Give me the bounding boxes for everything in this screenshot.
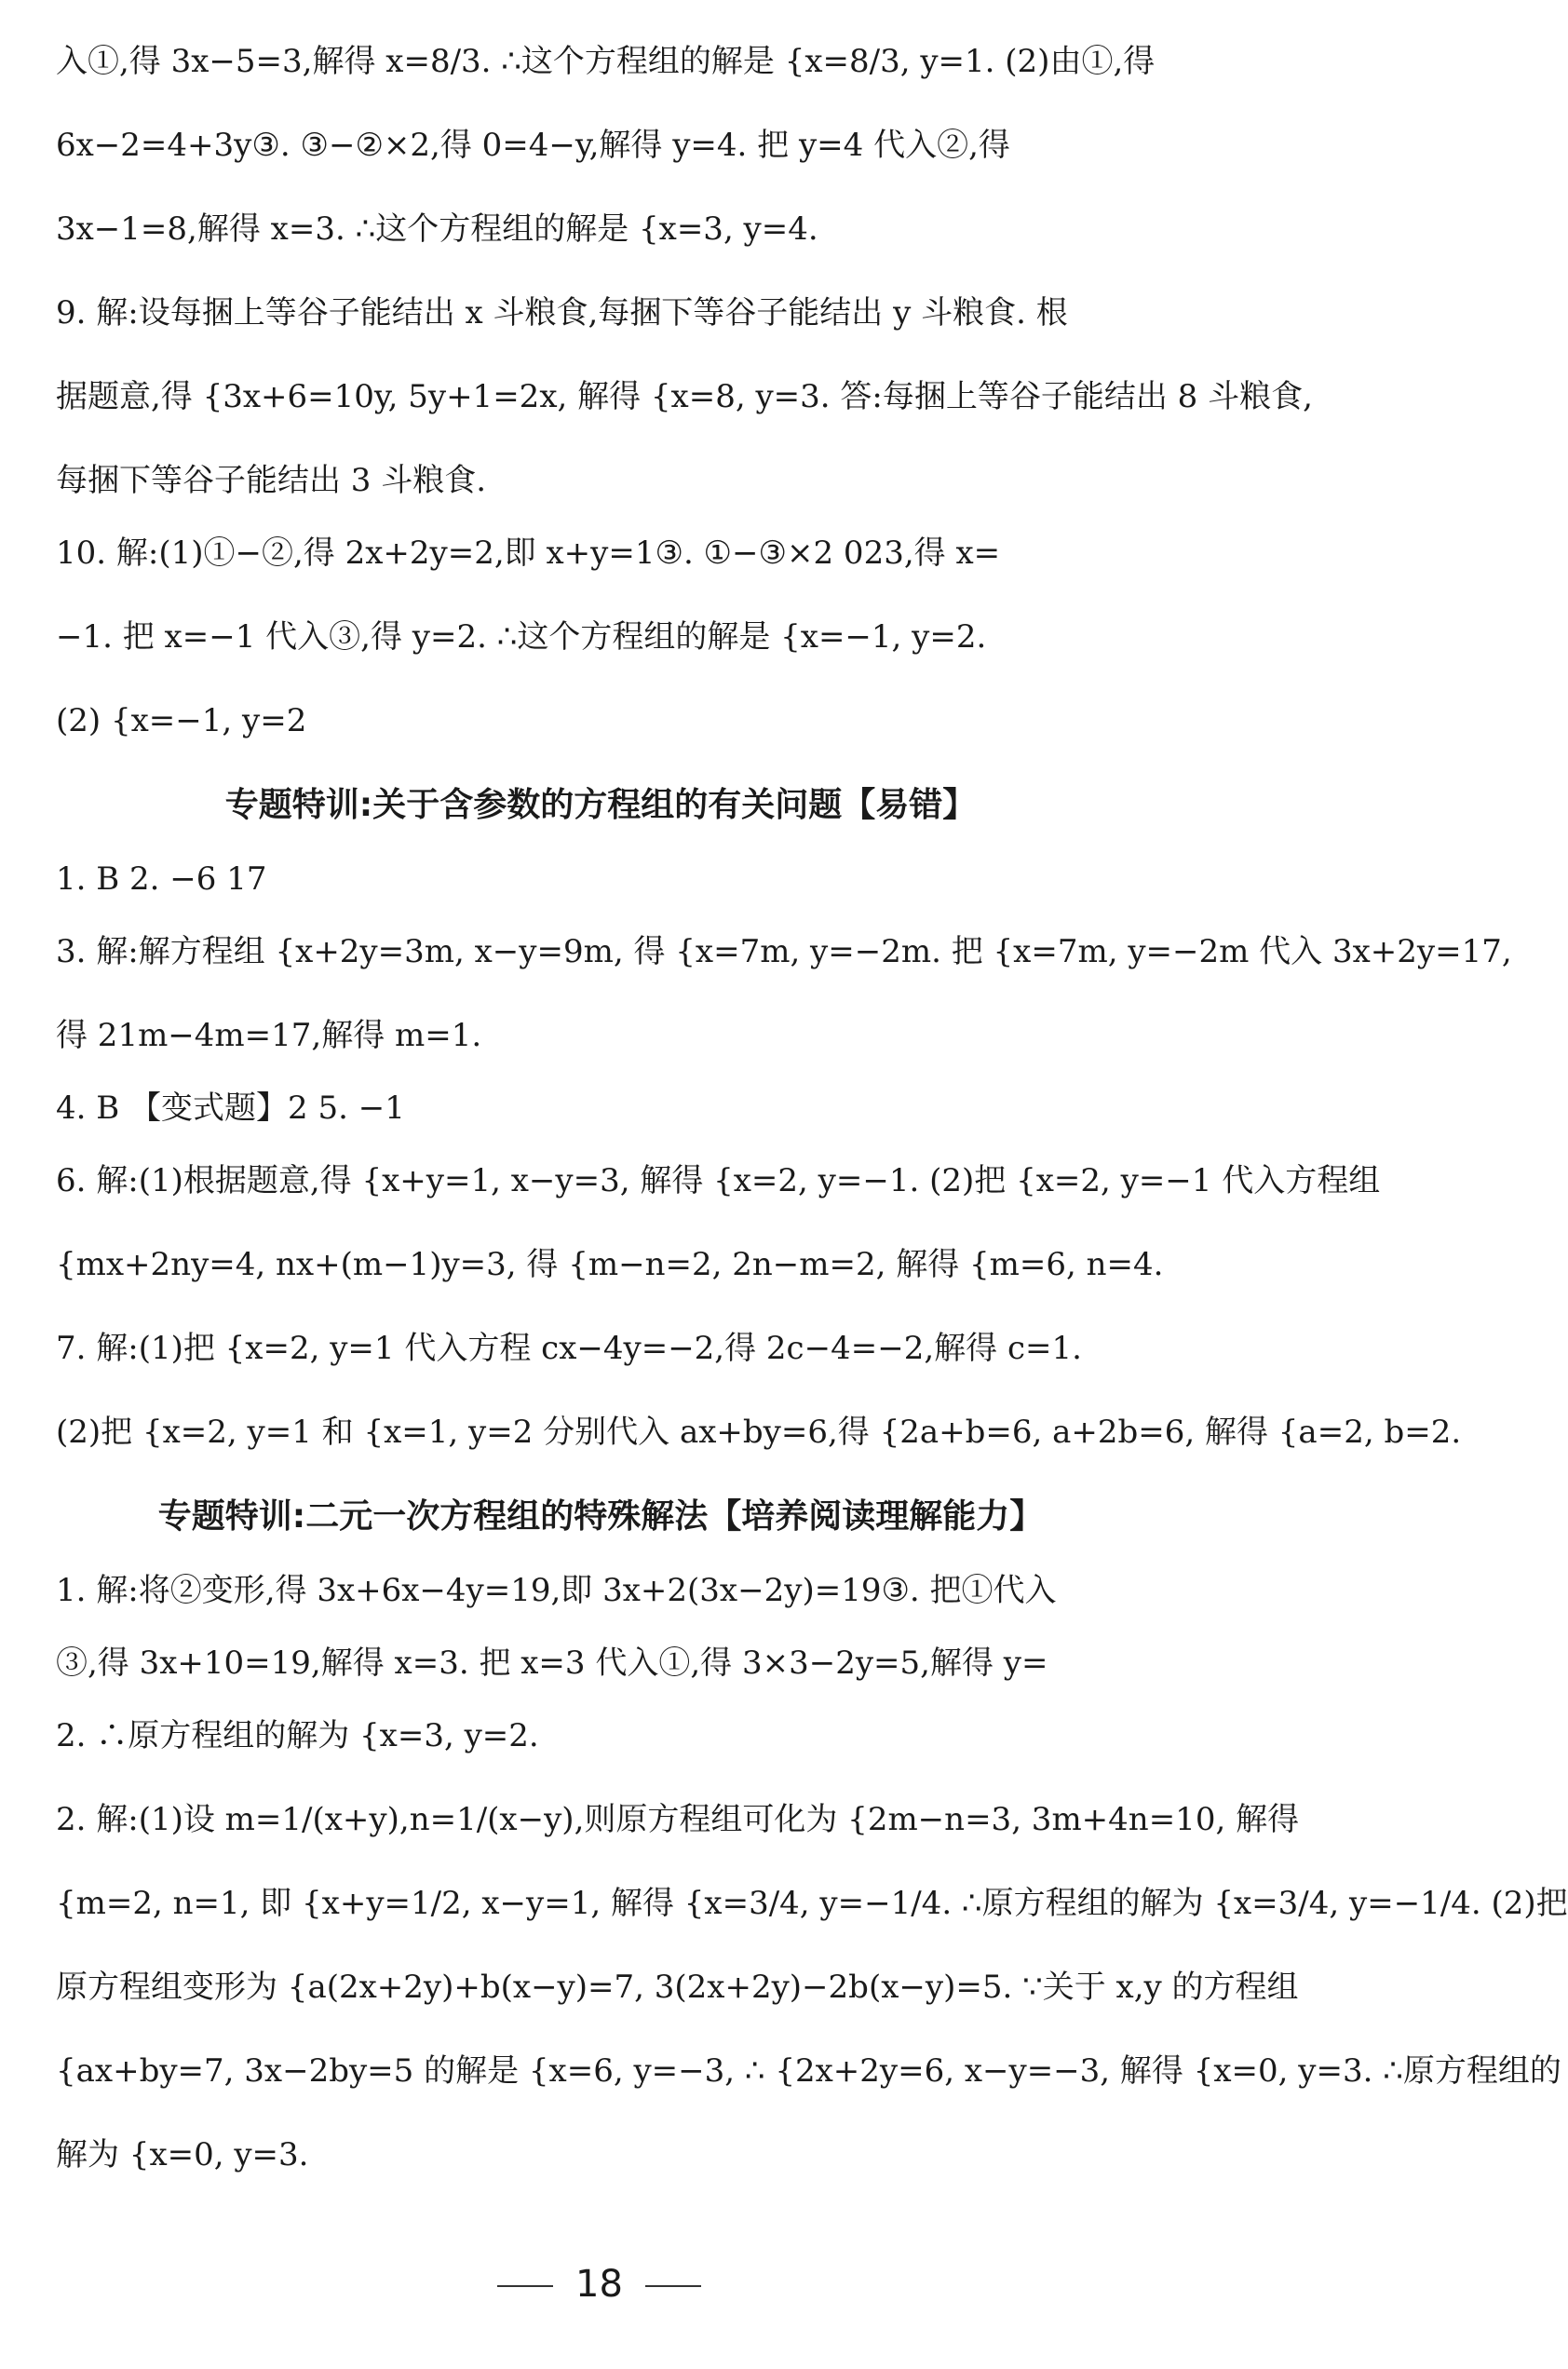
text-line: 据题意,得 {3x+6=10y, 5y+1=2x, 解得 {x=8, y=3. 答:每捆上等谷子能结出 8 斗粮食, <box>56 378 1313 415</box>
text-line: 入①,得 3x−5=3,解得 x=8/3. ∴这个方程组的解是 {x=8/3, y=1. (2)由①,得 <box>56 43 1156 80</box>
footer-rule <box>497 2285 553 2287</box>
text-line: 4. B 【变式题】2 5. −1 <box>56 1090 405 1127</box>
text-line: {ax+by=7, 3x−2by=5 的解是 {x=6, y=−3, ∴ {2x+2y=6, x−y=−3, 解得 {x=0, y=3. ∴原方程组的 <box>56 2052 1561 2090</box>
footer-rule <box>645 2285 701 2287</box>
page-footer <box>0 2263 1198 2306</box>
text-line: 1. B 2. −6 17 <box>56 860 267 898</box>
text-line: (2) {x=−1, y=2 <box>56 702 307 739</box>
text-line: (2)把 {x=2, y=1 和 {x=1, y=2 分别代入 ax+by=6,得 {2a+b=6, a+2b=6, 解得 {a=2, b=2. <box>56 1414 1462 1451</box>
text-line: 6. 解:(1)根据题意,得 {x+y=1, x−y=3, 解得 {x=2, y=−1. (2)把 {x=2, y=−1 代入方程组 <box>56 1162 1381 1199</box>
text-line: {mx+2ny=4, nx+(m−1)y=3, 得 {m−n=2, 2n−m=2, 解得 {m=6, n=4. <box>56 1246 1164 1283</box>
text-line: 2. ∴原方程组的解为 {x=3, y=2. <box>56 1717 539 1754</box>
text-line: 得 21m−4m=17,解得 m=1. <box>56 1017 482 1054</box>
text-line: 2. 解:(1)设 m=1/(x+y),n=1/(x−y),则原方程组可化为 {2m−n=3, 3m+4n=10, 解得 <box>56 1801 1300 1838</box>
text-line: 7. 解:(1)把 {x=2, y=1 代入方程 cx−4y=−2,得 2c−4=−2,解得 c=1. <box>56 1330 1082 1367</box>
page-number: 18 <box>575 2263 623 2306</box>
text-line: 3. 解:解方程组 {x+2y=3m, x−y=9m, 得 {x=7m, y=−2m. 把 {x=7m, y=−2m 代入 3x+2y=17, <box>56 933 1512 970</box>
text-line: 解为 {x=0, y=3. <box>56 2136 309 2173</box>
section-heading: 专题特训:二元一次方程组的特殊解法【培养阅读理解能力】 <box>157 1497 1044 1536</box>
text-line: {m=2, n=1, 即 {x+y=1/2, x−y=1, 解得 {x=3/4, y=−1/4. ∴原方程组的解为 {x=3/4, y=−1/4. (2)把 <box>56 1885 1568 1922</box>
text-line: ③,得 3x+10=19,解得 x=3. 把 x=3 代入①,得 3×3−2y=5,解得 y= <box>56 1645 1048 1682</box>
text-line: 6x−2=4+3y③. ③−②×2,得 0=4−y,解得 y=4. 把 y=4 代入②,得 <box>56 127 1010 164</box>
text-line: 9. 解:设每捆上等谷子能结出 x 斗粮食,每捆下等谷子能结出 y 斗粮食. 根 <box>56 294 1068 332</box>
answer-page <box>56 37 1568 2214</box>
text-line: 10. 解:(1)①−②,得 2x+2y=2,即 x+y=1③. ①−③×2 023,得 x= <box>56 535 1001 572</box>
text-line: 原方程组变形为 {a(2x+2y)+b(x−y)=7, 3(2x+2y)−2b(x−y)=5. ∵关于 x,y 的方程组 <box>56 1969 1299 2006</box>
text-line: 每捆下等谷子能结出 3 斗粮食. <box>56 462 487 499</box>
section-heading: 专题特训:关于含参数的方程组的有关问题【易错】 <box>224 786 977 824</box>
text-line: −1. 把 x=−1 代入③,得 y=2. ∴这个方程组的解是 {x=−1, y=2. <box>56 618 987 656</box>
text-line: 1. 解:将②变形,得 3x+6x−4y=19,即 3x+2(3x−2y)=19③. 把①代入 <box>56 1572 1057 1609</box>
text-line: 3x−1=8,解得 x=3. ∴这个方程组的解是 {x=3, y=4. <box>56 210 818 248</box>
